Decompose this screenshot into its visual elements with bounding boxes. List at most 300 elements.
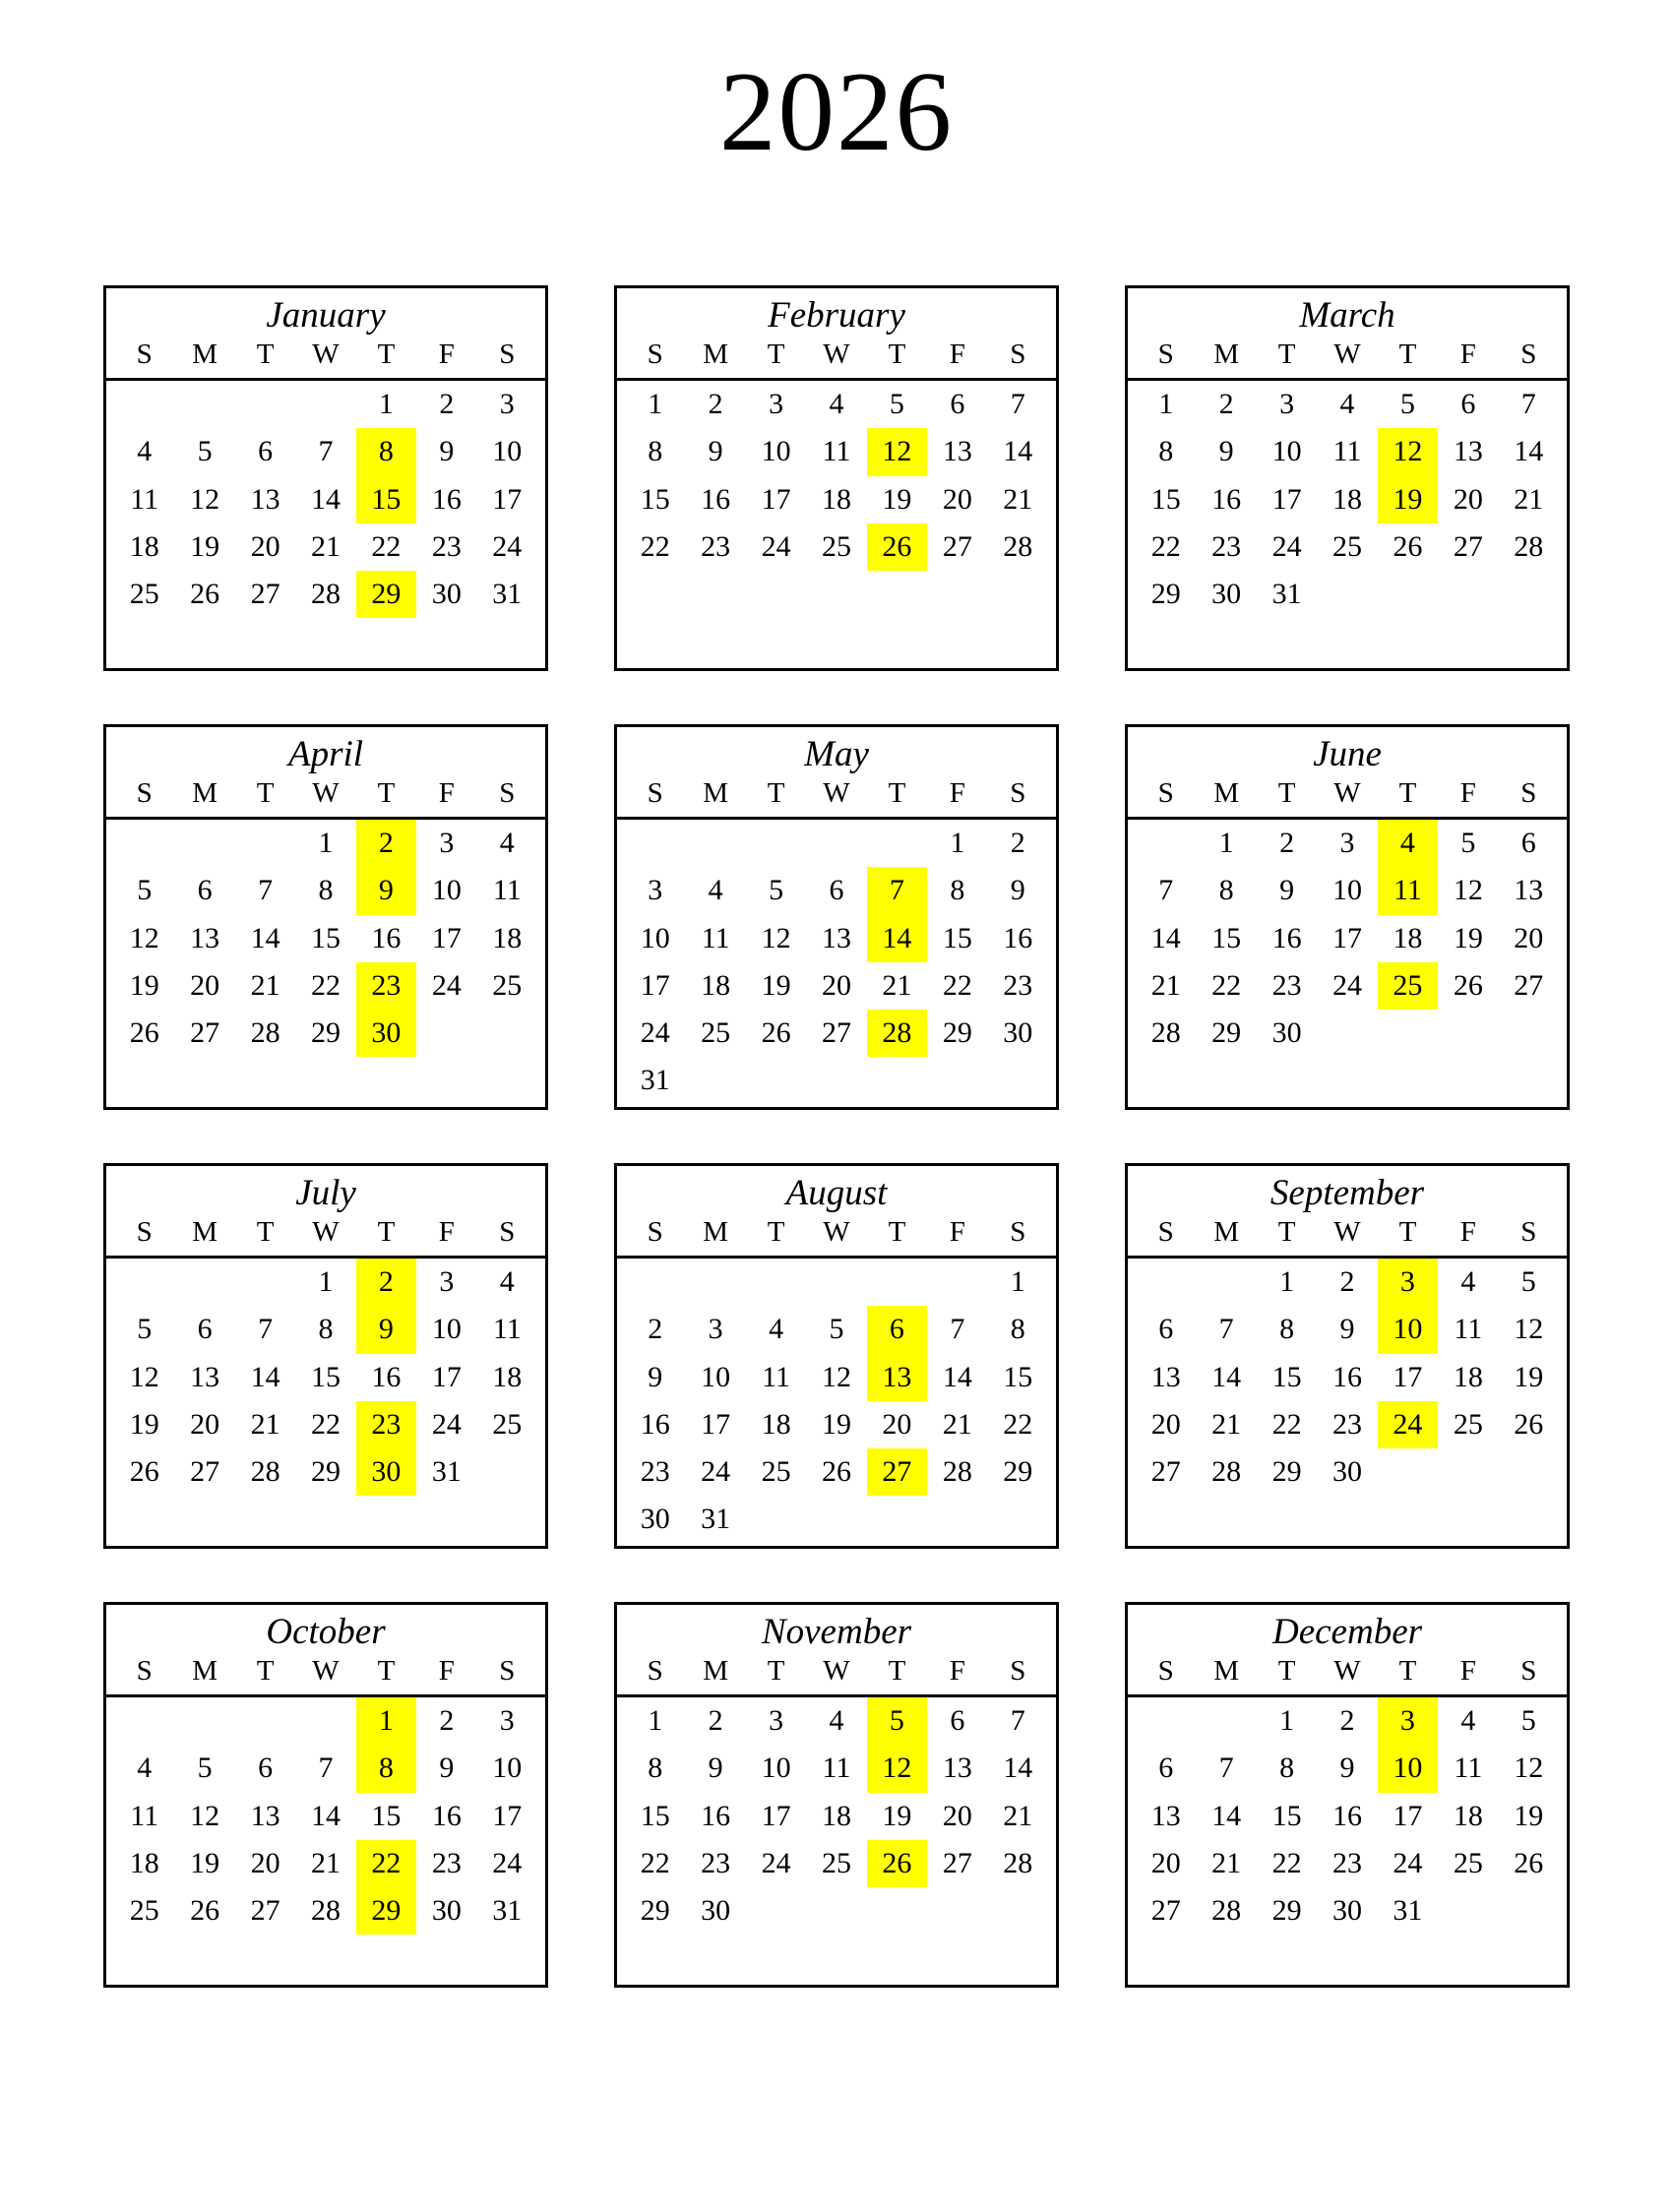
empty-cell xyxy=(1317,571,1377,618)
date-cell: 30 xyxy=(1332,1454,1362,1488)
date-cell: 3 xyxy=(769,1704,784,1738)
date-cell: 29 xyxy=(640,1893,670,1927)
date-cell: 22 xyxy=(640,529,670,563)
date-cell: 15 xyxy=(1211,921,1242,954)
date-cell: 30 xyxy=(1332,1893,1362,1927)
date-cell: 12 xyxy=(129,921,159,954)
empty-cell xyxy=(1196,1259,1256,1306)
date-cell: 15 xyxy=(1150,482,1181,516)
date-cell: 4 xyxy=(499,1265,515,1299)
date-cell: 10 xyxy=(1271,435,1302,468)
date-cell: 21 xyxy=(942,1407,972,1441)
empty-cell xyxy=(1196,1697,1256,1745)
month-header xyxy=(106,1605,545,1697)
date-cell: 20 xyxy=(882,1407,912,1441)
date-cell: 24 xyxy=(492,1846,523,1879)
date-cell: 17 xyxy=(431,921,462,954)
weekday-label: F xyxy=(438,777,455,810)
date-cell: 16 xyxy=(1332,1360,1362,1393)
date-cell: 9 xyxy=(439,1751,455,1785)
weekday-label: S xyxy=(1157,777,1174,810)
weekday-label: T xyxy=(256,1655,275,1688)
date-cell: 2 xyxy=(1279,827,1295,860)
date-cell: 3 xyxy=(1279,388,1295,421)
date-cell: 26 xyxy=(1393,529,1423,563)
date-cell: 3 xyxy=(439,1265,455,1299)
empty-cell xyxy=(235,381,295,428)
date-cell: 21 xyxy=(1003,482,1033,516)
date-cell: 7 xyxy=(258,1313,274,1346)
date-cell: 1 xyxy=(950,827,965,860)
weekday-label: W xyxy=(312,777,340,810)
month-title: August xyxy=(785,1173,888,1214)
month-title: September xyxy=(1270,1173,1425,1214)
month-title: January xyxy=(266,295,386,337)
empty-cell xyxy=(1136,1697,1196,1745)
month-title: February xyxy=(768,295,905,337)
month-header xyxy=(617,288,1056,381)
date-cell: 15 xyxy=(640,1799,670,1832)
empty-cell xyxy=(114,820,174,867)
date-cell: 11 xyxy=(822,435,851,468)
weekday-label: T xyxy=(256,1216,275,1249)
date-cell: 16 xyxy=(431,1799,462,1832)
date-cell: 14 xyxy=(310,482,341,516)
date-cell: 24 xyxy=(1393,1846,1423,1879)
date-cell: 13 xyxy=(190,1360,220,1393)
date-cell: 16 xyxy=(701,482,731,516)
date-cell: 11 xyxy=(1454,1751,1483,1785)
date-cell: 25 xyxy=(821,529,851,563)
date-cell: 28 xyxy=(310,1893,341,1927)
date-cell: 29 xyxy=(1211,1015,1242,1049)
date-cell: 27 xyxy=(942,529,972,563)
date-cell: 29 xyxy=(310,1015,341,1049)
date-cell: 27 xyxy=(942,1846,972,1879)
date-cell-highlighted: 13 xyxy=(867,1354,927,1401)
months-grid xyxy=(103,285,1570,1988)
date-cell: 4 xyxy=(1460,1265,1476,1299)
empty-cell xyxy=(235,820,295,867)
date-cell: 2 xyxy=(1218,388,1234,421)
date-cell: 24 xyxy=(761,1846,791,1879)
date-cell: 25 xyxy=(701,1015,731,1049)
date-cell: 20 xyxy=(190,1407,220,1441)
date-cell: 16 xyxy=(640,1407,670,1441)
date-cell: 14 xyxy=(1211,1360,1242,1393)
date-cell: 7 xyxy=(318,1751,334,1785)
date-grid xyxy=(106,1259,545,1543)
date-cell: 9 xyxy=(1010,874,1025,907)
date-grid xyxy=(106,1697,545,1982)
date-cell: 24 xyxy=(701,1454,731,1488)
empty-cell xyxy=(1499,1448,1559,1496)
date-cell: 16 xyxy=(371,1360,402,1393)
weekday-label: T xyxy=(256,338,275,371)
date-cell: 22 xyxy=(1003,1407,1033,1441)
date-cell: 11 xyxy=(1332,435,1362,468)
empty-cell xyxy=(114,1697,174,1745)
weekday-label: F xyxy=(438,338,455,371)
empty-cell xyxy=(174,820,234,867)
date-cell: 15 xyxy=(310,921,341,954)
weekday-header-row xyxy=(106,776,545,814)
date-cell: 18 xyxy=(701,968,731,1002)
weekday-label: F xyxy=(438,1655,455,1688)
date-cell: 1 xyxy=(648,388,663,421)
weekday-header-row xyxy=(106,1215,545,1253)
date-cell: 1 xyxy=(1218,827,1234,860)
weekday-header-row xyxy=(1128,338,1567,375)
date-cell: 27 xyxy=(190,1454,220,1488)
weekday-label: S xyxy=(1010,777,1026,810)
weekday-header-row xyxy=(1128,776,1567,814)
weekday-label: T xyxy=(377,1216,396,1249)
empty-cell xyxy=(806,820,866,867)
month-header xyxy=(106,727,545,820)
weekday-label: S xyxy=(1157,338,1174,371)
date-cell: 20 xyxy=(1150,1407,1181,1441)
weekday-label: T xyxy=(1277,1216,1296,1249)
date-cell-highlighted: 24 xyxy=(1378,1401,1438,1448)
weekday-label: S xyxy=(647,1655,663,1688)
date-cell: 21 xyxy=(1211,1407,1242,1441)
month-calendar-april xyxy=(103,724,548,1110)
weekday-label: T xyxy=(1277,777,1296,810)
date-cell: 25 xyxy=(1453,1846,1483,1879)
date-cell: 24 xyxy=(1332,968,1362,1002)
date-cell: 22 xyxy=(310,968,341,1002)
date-cell: 10 xyxy=(431,1313,462,1346)
empty-cell xyxy=(174,381,234,428)
empty-cell xyxy=(927,1259,987,1306)
date-cell-highlighted: 23 xyxy=(356,1401,416,1448)
date-cell: 11 xyxy=(492,874,522,907)
month-header xyxy=(1128,727,1567,820)
date-cell: 21 xyxy=(882,968,912,1002)
date-cell: 8 xyxy=(318,1313,334,1346)
date-cell: 5 xyxy=(137,1313,153,1346)
date-cell: 27 xyxy=(1514,968,1544,1002)
date-cell: 6 xyxy=(950,388,965,421)
empty-cell xyxy=(1438,1887,1498,1935)
month-header xyxy=(1128,288,1567,381)
date-cell: 14 xyxy=(1003,1751,1033,1785)
date-cell: 31 xyxy=(431,1454,462,1488)
empty-cell xyxy=(174,1697,234,1745)
weekday-label: W xyxy=(1333,1216,1361,1249)
date-cell: 24 xyxy=(761,529,791,563)
empty-cell xyxy=(295,381,355,428)
date-cell: 12 xyxy=(129,1360,159,1393)
date-cell: 17 xyxy=(431,1360,462,1393)
month-header xyxy=(617,1166,1056,1259)
date-cell-highlighted: 28 xyxy=(867,1010,927,1057)
weekday-label: S xyxy=(647,338,663,371)
date-cell: 2 xyxy=(439,388,455,421)
weekday-label: W xyxy=(1333,338,1361,371)
date-cell: 22 xyxy=(640,1846,670,1879)
date-cell: 18 xyxy=(129,529,159,563)
date-cell-highlighted: 30 xyxy=(356,1448,416,1496)
date-cell: 30 xyxy=(1271,1015,1302,1049)
date-cell: 22 xyxy=(1271,1407,1302,1441)
date-cell-highlighted: 29 xyxy=(356,1887,416,1935)
empty-cell xyxy=(806,1496,866,1543)
date-cell: 3 xyxy=(769,388,784,421)
date-cell: 8 xyxy=(1010,1313,1025,1346)
date-cell: 17 xyxy=(492,482,523,516)
date-cell: 20 xyxy=(250,1846,280,1879)
date-cell: 20 xyxy=(942,482,972,516)
weekday-label: M xyxy=(1213,1655,1240,1688)
date-cell: 10 xyxy=(492,435,523,468)
month-title: April xyxy=(287,734,364,775)
date-cell: 5 xyxy=(197,435,213,468)
date-grid xyxy=(1128,820,1567,1104)
empty-cell xyxy=(1438,1448,1498,1496)
month-title: December xyxy=(1271,1612,1423,1653)
date-cell: 26 xyxy=(190,577,220,610)
date-cell: 31 xyxy=(640,1064,670,1097)
date-cell-highlighted: 6 xyxy=(867,1306,927,1353)
date-cell: 14 xyxy=(1514,435,1544,468)
empty-cell xyxy=(1378,1448,1438,1496)
weekday-label: S xyxy=(1010,338,1026,371)
date-cell-highlighted: 7 xyxy=(867,867,927,914)
date-cell: 21 xyxy=(310,529,341,563)
month-calendar-february xyxy=(614,285,1059,671)
date-cell: 2 xyxy=(1339,1704,1355,1738)
date-cell: 21 xyxy=(1150,968,1181,1002)
weekday-header-row xyxy=(106,1654,545,1691)
date-cell: 17 xyxy=(1393,1360,1423,1393)
empty-cell xyxy=(295,1697,355,1745)
date-cell: 17 xyxy=(1332,921,1362,954)
date-cell: 18 xyxy=(1332,482,1362,516)
empty-cell xyxy=(1499,571,1559,618)
month-title: July xyxy=(295,1173,356,1214)
month-title: June xyxy=(1313,734,1382,775)
date-cell: 23 xyxy=(431,1846,462,1879)
weekday-label: F xyxy=(949,1216,965,1249)
date-cell: 9 xyxy=(439,435,455,468)
date-cell: 18 xyxy=(1453,1799,1483,1832)
month-calendar-january xyxy=(103,285,548,671)
date-cell: 21 xyxy=(250,968,280,1002)
weekday-label: M xyxy=(1213,338,1240,371)
date-cell: 10 xyxy=(761,1751,791,1785)
weekday-label: S xyxy=(499,777,516,810)
date-cell: 29 xyxy=(310,1454,341,1488)
weekday-label: S xyxy=(499,1655,516,1688)
weekday-header-row xyxy=(617,776,1056,814)
date-cell: 22 xyxy=(942,968,972,1002)
weekday-label: M xyxy=(192,1216,218,1249)
date-cell: 5 xyxy=(889,388,904,421)
date-cell: 3 xyxy=(648,874,663,907)
weekday-label: W xyxy=(823,1655,850,1688)
date-cell: 9 xyxy=(708,435,723,468)
date-cell: 23 xyxy=(1271,968,1302,1002)
empty-cell xyxy=(235,1697,295,1745)
date-cell: 26 xyxy=(1514,1846,1544,1879)
date-cell: 29 xyxy=(1150,577,1181,610)
date-cell: 28 xyxy=(1514,529,1544,563)
date-cell: 20 xyxy=(1514,921,1544,954)
weekday-label: W xyxy=(823,338,850,371)
date-cell: 4 xyxy=(708,874,723,907)
empty-cell xyxy=(867,820,927,867)
weekday-label: S xyxy=(1520,777,1537,810)
date-cell: 15 xyxy=(1271,1799,1302,1832)
date-cell: 20 xyxy=(821,968,851,1002)
date-cell: 18 xyxy=(492,1360,523,1393)
date-cell: 6 xyxy=(197,1313,213,1346)
date-cell: 27 xyxy=(821,1015,851,1049)
date-cell: 11 xyxy=(822,1751,851,1785)
weekday-header-row xyxy=(617,338,1056,375)
date-cell: 19 xyxy=(1514,1799,1544,1832)
weekday-header-row xyxy=(1128,1215,1567,1253)
month-calendar-september xyxy=(1125,1163,1570,1549)
month-calendar-august xyxy=(614,1163,1059,1549)
date-cell-highlighted: 19 xyxy=(1378,476,1438,523)
date-cell: 4 xyxy=(829,388,844,421)
date-cell: 12 xyxy=(1514,1313,1544,1346)
date-cell: 8 xyxy=(648,435,663,468)
date-cell: 13 xyxy=(250,1799,280,1832)
empty-cell xyxy=(416,1010,476,1057)
date-cell: 14 xyxy=(1003,435,1033,468)
date-cell: 26 xyxy=(129,1454,159,1488)
month-calendar-december xyxy=(1125,1602,1570,1988)
date-cell: 13 xyxy=(190,921,220,954)
date-cell: 24 xyxy=(492,529,523,563)
weekday-label: T xyxy=(888,1655,906,1688)
date-cell: 23 xyxy=(1003,968,1033,1002)
date-cell: 24 xyxy=(640,1015,670,1049)
date-cell: 23 xyxy=(1332,1846,1362,1879)
date-cell: 4 xyxy=(829,1704,844,1738)
empty-cell xyxy=(867,1057,927,1104)
weekday-header-row xyxy=(617,1654,1056,1691)
date-cell: 25 xyxy=(1453,1407,1483,1441)
date-cell: 6 xyxy=(950,1704,965,1738)
date-cell: 24 xyxy=(431,968,462,1002)
date-cell: 5 xyxy=(137,874,153,907)
month-calendar-july xyxy=(103,1163,548,1549)
date-cell: 19 xyxy=(129,1407,159,1441)
date-cell: 26 xyxy=(821,1454,851,1488)
date-cell: 9 xyxy=(1279,874,1295,907)
date-cell: 17 xyxy=(701,1407,731,1441)
date-cell-highlighted: 25 xyxy=(1378,962,1438,1010)
date-cell: 17 xyxy=(640,968,670,1002)
weekday-label: S xyxy=(136,1655,153,1688)
date-cell: 7 xyxy=(1218,1313,1234,1346)
date-cell: 27 xyxy=(190,1015,220,1049)
date-cell: 7 xyxy=(1010,1704,1025,1738)
weekday-label: M xyxy=(703,1216,729,1249)
date-cell: 18 xyxy=(821,1799,851,1832)
date-cell: 4 xyxy=(1460,1704,1476,1738)
date-cell: 16 xyxy=(1211,482,1242,516)
weekday-label: F xyxy=(1459,777,1476,810)
date-cell: 7 xyxy=(1010,388,1025,421)
date-cell: 19 xyxy=(882,482,912,516)
date-cell: 15 xyxy=(371,1799,402,1832)
weekday-label: T xyxy=(767,1216,785,1249)
month-title: November xyxy=(761,1612,912,1653)
date-grid xyxy=(1128,1697,1567,1982)
date-cell: 11 xyxy=(1454,1313,1483,1346)
empty-cell xyxy=(625,820,685,867)
date-cell-highlighted: 12 xyxy=(867,428,927,475)
date-cell: 29 xyxy=(1003,1454,1033,1488)
weekday-label: T xyxy=(888,777,906,810)
date-cell: 5 xyxy=(1520,1265,1536,1299)
month-title: May xyxy=(804,734,869,775)
date-cell: 19 xyxy=(1453,921,1483,954)
date-cell: 4 xyxy=(137,1751,153,1785)
weekday-label: W xyxy=(312,1216,340,1249)
date-cell: 25 xyxy=(129,577,159,610)
weekday-label: T xyxy=(888,338,906,371)
date-cell: 3 xyxy=(439,827,455,860)
date-cell: 3 xyxy=(499,388,515,421)
date-cell: 28 xyxy=(942,1454,972,1488)
weekday-label: S xyxy=(1010,1655,1026,1688)
date-cell: 30 xyxy=(701,1893,731,1927)
date-cell: 10 xyxy=(640,921,670,954)
date-cell: 6 xyxy=(1158,1751,1174,1785)
date-cell: 20 xyxy=(942,1799,972,1832)
date-cell-highlighted: 9 xyxy=(356,867,416,914)
date-cell: 18 xyxy=(761,1407,791,1441)
date-cell: 12 xyxy=(821,1360,851,1393)
empty-cell xyxy=(927,1496,987,1543)
date-cell: 12 xyxy=(761,921,791,954)
date-cell: 30 xyxy=(431,1893,462,1927)
date-cell: 11 xyxy=(492,1313,522,1346)
date-cell: 10 xyxy=(431,874,462,907)
date-cell: 18 xyxy=(821,482,851,516)
weekday-label: W xyxy=(1333,777,1361,810)
date-cell: 28 xyxy=(250,1015,280,1049)
date-cell-highlighted: 11 xyxy=(1378,867,1438,914)
month-header xyxy=(617,727,1056,820)
weekday-label: T xyxy=(377,1655,396,1688)
date-cell: 6 xyxy=(1460,388,1476,421)
empty-cell xyxy=(746,1887,806,1935)
date-cell: 1 xyxy=(648,1704,663,1738)
month-calendar-october xyxy=(103,1602,548,1988)
date-cell: 24 xyxy=(1271,529,1302,563)
date-cell: 26 xyxy=(1514,1407,1544,1441)
date-cell: 6 xyxy=(1520,827,1536,860)
date-cell-highlighted: 2 xyxy=(356,820,416,867)
date-cell: 25 xyxy=(492,1407,523,1441)
date-cell: 26 xyxy=(761,1015,791,1049)
weekday-label: M xyxy=(703,338,729,371)
date-cell: 13 xyxy=(250,482,280,516)
date-cell: 16 xyxy=(701,1799,731,1832)
date-cell: 6 xyxy=(258,1751,274,1785)
date-cell: 4 xyxy=(499,827,515,860)
weekday-label: S xyxy=(1157,1655,1174,1688)
date-cell: 26 xyxy=(190,1893,220,1927)
